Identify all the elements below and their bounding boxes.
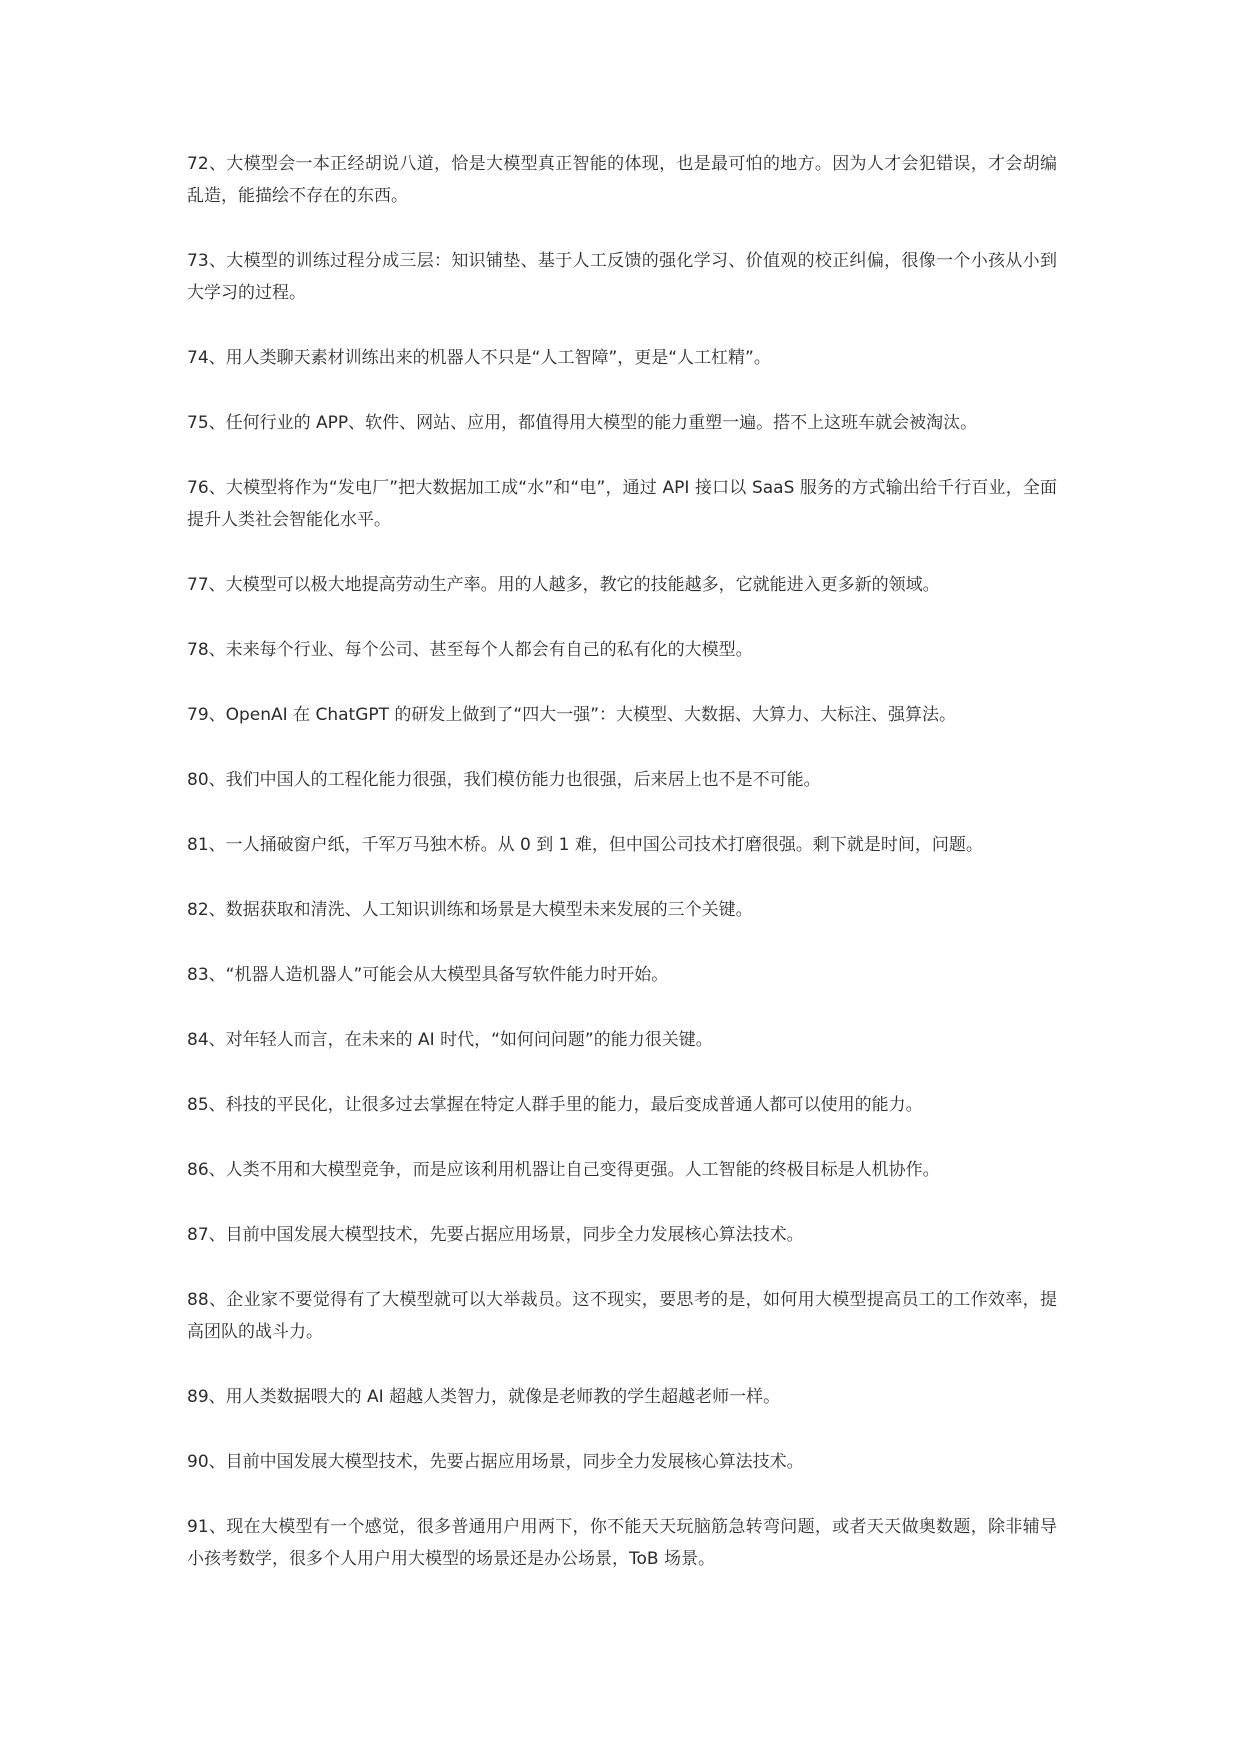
- list-item: 79、OpenAI 在 ChatGPT 的研发上做到了“四大一强”：大模型、大数据、大算力、大标注、强算法。: [187, 705, 957, 725]
- list-item: 75、任何行业的 APP、软件、网站、应用，都值得用大模型的能力重塑一遍。搭不上这班车就会被淘汰。: [187, 413, 978, 433]
- list-item: 78、未来每个行业、每个公司、甚至每个人都会有自己的私有化的大模型。: [187, 640, 753, 660]
- quote-list: [187, 148, 1057, 1608]
- list-item: 77、大模型可以极大地提高劳动生产率。用的人越多，教它的技能越多，它就能进入更多新的领域。: [187, 575, 940, 595]
- list-item: 88、企业家不要觉得有了大模型就可以大举裁员。这不现实，要思考的是，如何用大模型提高员工的工作效率，提高团队的战斗力。: [187, 1290, 1057, 1342]
- list-item: 72、大模型会一本正经胡说八道，恰是大模型真正智能的体现，也是最可怕的地方。因为人才会犯错误，才会胡编乱造，能描绘不存在的东西。: [187, 154, 1057, 206]
- list-item: 80、我们中国人的工程化能力很强，我们模仿能力也很强，后来居上也不是不可能。: [187, 770, 821, 790]
- list-item: 73、大模型的训练过程分成三层：知识铺垫、基于人工反馈的强化学习、价值观的校正纠偏，很像一个小孩从小到大学习的过程。: [187, 251, 1057, 303]
- list-item: 85、科技的平民化，让很多过去掌握在特定人群手里的能力，最后变成普通人都可以使用的能力。: [187, 1095, 923, 1115]
- list-item: 74、用人类聊天素材训练出来的机器人不只是“人工智障”，更是“人工杠精”。: [187, 348, 771, 368]
- list-item: 87、目前中国发展大模型技术，先要占据应用场景，同步全力发展核心算法技术。: [187, 1225, 804, 1245]
- list-item: 81、一人捅破窗户纸，千军万马独木桥。从 0 到 1 难，但中国公司技术打磨很强。剩下就是时间，问题。: [187, 835, 983, 855]
- list-item: 90、目前中国发展大模型技术，先要占据应用场景，同步全力发展核心算法技术。: [187, 1452, 804, 1472]
- list-item: 83、“机器人造机器人”可能会从大模型具备写软件能力时开始。: [187, 965, 669, 985]
- list-item: 82、数据获取和清洗、人工知识训练和场景是大模型未来发展的三个关键。: [187, 900, 753, 920]
- list-item: 76、大模型将作为“发电厂”把大数据加工成“水”和“电”，通过 API 接口以 SaaS 服务的方式输出给千行百业，全面提升人类社会智能化水平。: [187, 478, 1057, 530]
- list-item: 86、人类不用和大模型竞争，而是应该利用机器让自己变得更强。人工智能的终极目标是人机协作。: [187, 1160, 940, 1180]
- list-item: 91、现在大模型有一个感觉，很多普通用户用两下，你不能天天玩脑筋急转弯问题，或者天天做奥数题，除非辅导小孩考数学，很多个人用户用大模型的场景还是办公场景，ToB 场景。: [187, 1517, 1057, 1569]
- list-item: 84、对年轻人而言，在未来的 AI 时代，“如何问问题”的能力很关键。: [187, 1030, 713, 1050]
- list-item: 89、用人类数据喂大的 AI 超越人类智力，就像是老师教的学生超越老师一样。: [187, 1387, 781, 1407]
